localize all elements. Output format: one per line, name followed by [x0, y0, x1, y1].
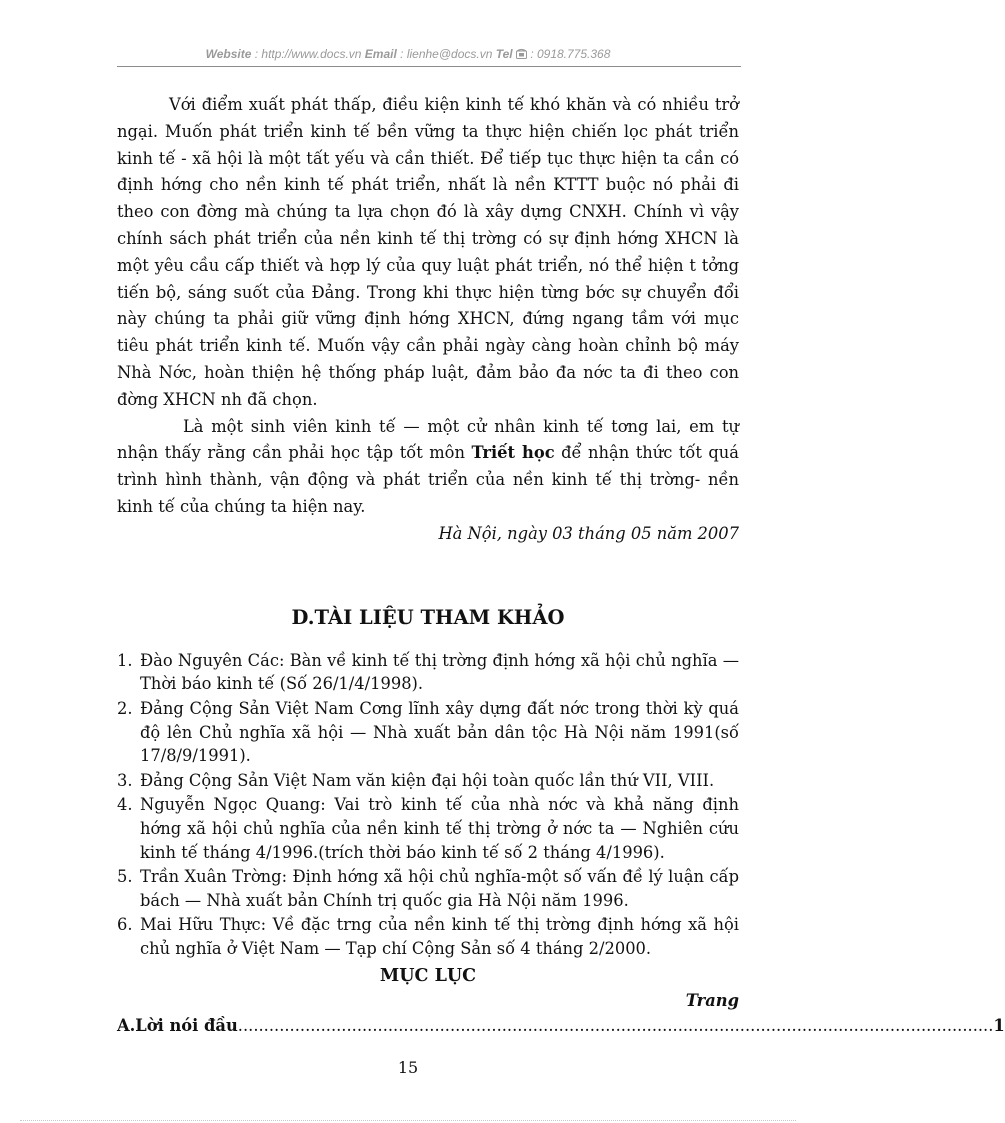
reference-item [117, 865, 739, 912]
tel-value: : 0918.775.368 [530, 47, 611, 61]
reference-item [117, 913, 739, 960]
website-value: : http://www.docs.vn [251, 47, 365, 61]
reference-item [117, 649, 739, 696]
paragraph-conclusion: Với điểm xuất phát thấp, điều kiện kinh tế khó khăn và có nhiều trở ngại. Muốn phát triển kinh tế bền vững ta thực hiện chiến lọc phát triển kinh tế - xã hội là một tất yếu và cần thiết. Để tiếp tục thực hiện ta cần có định hớng cho nền kinh tế phát triển, nhất là nền KTTT buộc nó phải đi theo con đờng mà chúng ta lựa chọn đó là xây dựng CNXH. Chính vì vậy chính sách phát triển của nền kinh tế thị trờng có sự định hớng XHCN là một yêu cầu cấp thiết và hợp lý của quy luật phát triển, nó thể hiện t tởng tiến bộ, sáng suốt của Đảng. Trong khi thực hiện từng bớc sự chuyển đổi này chúng ta phải giữ vững định hớng XHCN, đứng ngang tầm với mục tiêu phát triển kinh tế. Muốn vậy cần phải ngày càng hoàn chỉnh bộ máy Nhà Nớc, hoàn thiện hệ thống pháp luật, đảm bảo đa nớc ta đi theo con đờng XHCN nh đã chọn. [117, 95, 739, 409]
paragraph-student [117, 414, 739, 521]
paragraph-student-bold: Triết học [471, 443, 555, 463]
phone-icon [516, 47, 530, 61]
paragraph-student-text-1: Là một sinh viên kinh tế — một cử nhân kinh tế tơng lai, em tự nhận thấy rằng cần phải học tập tốt môn [117, 416, 739, 463]
document-body [117, 92, 1005, 1038]
reference-number: 6. [117, 915, 133, 935]
reference-text: Đào Nguyên Các: Bàn về kinh tế thị trờng định hớng xã hội chủ nghĩa — Thời báo kinh tế (Số 26/1/4/1998). [140, 650, 739, 694]
toc-title: MỤC LỤC [379, 966, 477, 987]
toc-entry-leader: .................................................................................................................................................. [237, 1016, 994, 1036]
reference-text: Mai Hữu Thực: Về đặc trng của nền kinh tế thị trờng định hớng xã hội chủ nghĩa ở Việt Nam — Tạp chí Cộng Sản số 4 tháng 2/2000. [140, 915, 739, 958]
header-divider [117, 66, 741, 67]
reference-number: 3. [117, 770, 133, 790]
reference-text: Trần Xuân Trờng: Định hớng xã hội chủ nghĩa-một số vấn đề lý luận cấp bách — Nhà xuất bản Chính trị quốc gia Hà Nội năm 1996. [140, 867, 739, 910]
tel-label: Tel [495, 47, 513, 61]
toc-entry-label: A.Lời nói đầu [117, 1016, 238, 1036]
footer-divider [20, 1120, 796, 1121]
toc-entry-page: 1 [993, 1016, 1005, 1036]
reference-number: 5. [117, 867, 133, 887]
email-label: Email [364, 47, 397, 61]
reference-text: Đảng Cộng Sản Việt Nam văn kiện đại hội toàn quốc lần thứ VII, VIII. [140, 770, 715, 790]
email-value: : lienhe@docs.vn [396, 47, 496, 61]
reference-item [117, 793, 739, 864]
toc-entry[interactable] [117, 1014, 1005, 1038]
toc-page-column-label: Trang [685, 991, 739, 1011]
reference-number: 4. [117, 795, 133, 815]
reference-text: Đảng Cộng Sản Việt Nam Cơng lĩnh xây dựng đất nớc trong thời kỳ quá độ lên Chủ nghĩa xã hội — Nhà xuất bản dân tộc Hà Nội năm 1991(số 17/8/9/1991). [140, 698, 739, 766]
reference-item [117, 697, 739, 768]
reference-text: Nguyễn Ngọc Quang: Vai trò kinh tế của nhà nớc và khả năng định hớng xã hội chủ nghĩa của nền kinh tế thị trờng ở nớc ta — Nghiên cứu kinh tế tháng 4/1996.(trích thời báo kinh tế số 2 tháng 4/1996). [140, 795, 739, 862]
reference-number: 2. [117, 698, 133, 718]
reference-item [117, 769, 739, 793]
page-number: 15 [397, 1058, 419, 1077]
references-title: D.TÀI LIỆU THAM KHẢO [291, 605, 565, 629]
paragraph-student-text-2: để nhận thức tốt quá trình hình thành, vận động và phát triển của nền kinh tế thị trờng- nền kinh tế của chúng ta hiện nay. [117, 443, 739, 516]
date-line: Hà Nội, ngày 03 tháng 05 năm 2007 [438, 523, 739, 543]
references-list [117, 649, 739, 961]
page-header [0, 47, 816, 61]
reference-number: 1. [117, 650, 133, 670]
website-label: Website [205, 47, 252, 61]
